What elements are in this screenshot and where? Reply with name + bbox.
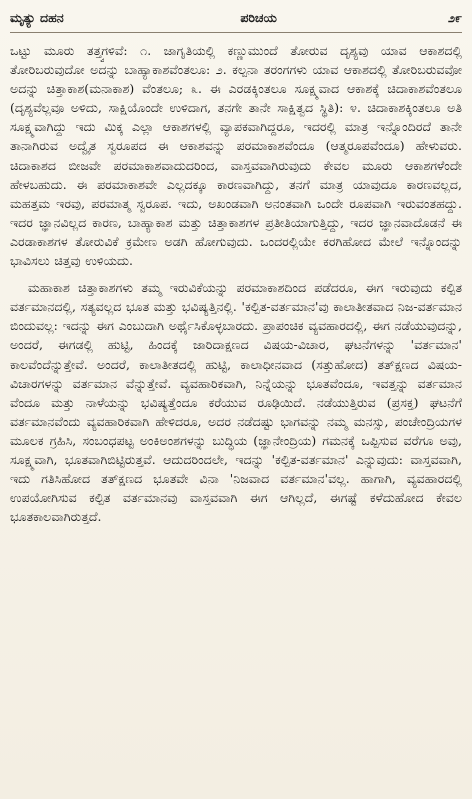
chapter-title-header: ಪರಿಚಯ: [240, 10, 277, 25]
paragraph-1: ಒಟ್ಟು ಮೂರು ತತ್ತ್ವಗಳಿವೆ: ೧. ಜಾಗೃತಿಯಲ್ಲಿ ಕಣ್ಣುಮುಂದೆ ತೋರುವ ದೃಶ್ಯವು ಯಾವ ಆಕಾಶದಲ್ಲಿ ತೋರಿಬರುವುದೋ ಅದನ್ನು ಬಾಹ್ಯಾಕಾಶವೆಂತಲೂ: ೨. ಕಲ್ಪನಾ ತರಂಗಗಳು ಯಾವ ಆಕಾಶದಲ್ಲಿ ತೋರಿಬರುವವೋ ಅದನ್ನು ಚಿತ್ತಾಕಾಶ(ಮನಾಕಾಶ) ವೆಂತಲೂ; ೩. ಈ ಎರಡಕ್ಕಿಂತಲೂ ಸೂಕ್ಷ್ಮವಾದ ಆಕಾಶಕ್ಕೆ ಚಿದಾಕಾಶವೆಂತಲೂ (ದೃಶ್ಯವೆಲ್ಲವೂ ಅಳಿದು, ಸಾಕ್ಷಿಯೊಂದೇ ಉಳಿದಾಗ, ತನಗೇ ತಾನೇ ಸಾಕ್ಷಿತ್ವದ ಸ್ಥಿತಿ): ೪. ಚಿದಾಕಾಶಕ್ಕಿಂತಲೂ ಅತಿ ಸೂಕ್ಷ್ಮವಾಗಿದ್ದು ಇದು ಮಿಕ್ಕ ಎಲ್ಲಾ ಆಕಾಶಗಳಲ್ಲಿ ವ್ಯಾಪಕವಾಗಿದ್ದರೂ, ಇದರಲ್ಲಿ ಮಾತ್ರ ಇನ್ನೊಂದಿರದೆ ತಾನೇ ತಾನಾಗಿರುವ ಅದ್ವೈತ ಸ್ವರೂಪದ ಈ ಆಕಾಶವನ್ನು ಪರಮಾಕಾಶವೆಂದೂ (ಆತ್ಮರೂಪವೆಂದೂ) ಹೇಳುವರು. ಚಿದಾಕಾಶದ ಬೀಜವೇ ಪರಮಾಕಾಶವಾದುದರಿಂದ, ವಾಸ್ತವವಾಗಿರುವುದು ಕೇವಲ ಮೂರು ಆಕಾಶಗಳೆಂದೇ ಹೇಳಬಹುದು. ಈ ಪರಮಾಕಾಶವೇ ಎಲ್ಲದಕ್ಕೂ ಕಾರಣವಾಗಿದ್ದು, ತನಗೆ ಮಾತ್ರ ಯಾವುದೂ ಕಾರಣವಲ್ಲದ, ಮಹತ್ತಮ ಇರವು, ಪರಮಾತ್ಮ ಸ್ವರೂಪ. ಇದು, ಅಖಂಡವಾಗಿ ಅನಂತವಾಗಿ ಒಂದೇ ರೂಪವಾಗಿ ಇರುವಂತಹದ್ದು. ಇದರ ಜ್ಞಾನವಿಲ್ಲದ ಕಾರಣ, ಬಾಹ್ಯಾಕಾಶ ಮತ್ತು ಚಿತ್ತಾಕಾಶಗಳ ಪ್ರತೀತಿಯಾಗುತ್ತಿದ್ದು, ಇದರ ಜ್ಞಾನವಾದೊಡನೆ ಈ ಎರಡಾಕಾಶಗಳ ತೋರುವಿಕೆ ಕ್ರಮೇಣ ಅಡಗಿ ಹೋಗುವುದು. ಒಂದರಲ್ಲಿಯೇ ಕರಗಿಹೋದ ಮೇಲೆ ಇನ್ನೊಂದನ್ನು ಭಾವಿಸಲು ಚಿತ್ತವು ಉಳಿಯದು.: [10, 43, 462, 269]
paragraph-2: ಮಹಾಕಾಶ ಚಿತ್ತಾಕಾಶಗಳು ತಮ್ಮ ಇರುವಿಕೆಯನ್ನು ಪರಮಾಕಾಶದಿಂದ ಪಡೆದರೂ, ಈಗ ಇರುವುದು ಕಲ್ಪಿತ ವರ್ತಮಾನದಲ್ಲಿ, ಸತ್ಯವಲ್ಲದ ಭೂತ ಮತ್ತು ಭವಿಷ್ಯತ್ತಿನಲ್ಲಿ. 'ಕಲ್ಪಿತ-ವರ್ತಮಾನ'ವು ಕಾಲಾತೀತವಾದ ನಿಜ-ವರ್ತಮಾನ ಬಿಂದುವಲ್ಲ: ಇದನ್ನು ಈಗ ಎಂಬುದಾಗಿ ಅರ್ಥೈಸಿಕೊಳ್ಳಬಾರದು. ಪ್ರಾಪಂಚಿಕ ವ್ಯವಹಾರದಲ್ಲಿ, ಈಗ ನಡೆಯುವುದನ್ನು, ಅಂದರೆ, ಈಗಡಲ್ಲಿ ಹುಟ್ಟಿ, ಹಿಂದಕ್ಕೆ ಜಾರಿದಾಕ್ಷಣದ ವಿಷಯ-ವಿಚಾರ, ಘಟನೆಗಳನ್ನು 'ವರ್ತಮಾನ' ಕಾಲವೆಂದೆನ್ನುತ್ತೇವೆ. ಅಂದರೆ, ಕಾಲಾತೀತದಲ್ಲಿ ಹುಟ್ಟಿ, ಕಾಲಾಧೀನವಾದ (ಸತ್ತುಹೋದ) ತತ್‌ಕ್ಷಣದ ವಿಷಯ-ವಿಚಾರಗಳನ್ನು ವರ್ತಮಾನ ವೆನ್ನುತ್ತೇವೆ. ವ್ಯವಹಾರಿಕವಾಗಿ, ನಿನ್ನೆಯನ್ನು ಭೂತವೆಂದೂ, ಇವತ್ತನ್ನು ವರ್ತಮಾನ ವೆಂದೂ ಮತ್ತು ನಾಳೆಯನ್ನು ಭವಿಷ್ಯತ್ತೆಂದೂ ಕರೆಯುವ ರೂಢಿಯಿದೆ. ನಡೆಯುತ್ತಿರುವ (ಪ್ರಸಕ್ತ) ಘಟನೆಗೆ ವರ್ತಮಾನವೆಂದು ವ್ಯವಹಾರಿಕವಾಗಿ ಹೇಳಿದರೂ, ಅದರ ನಡೆದಷ್ಟು ಭಾಗವನ್ನು ನಮ್ಮ ಮನಸ್ಸು, ಪಂಚೇಂದ್ರಿಯಗಳ ಮೂಲಕ ಗ್ರಹಿಸಿ, ಸಂಬಂಧಪಟ್ಟ ಅಂಕಿಅಂಶಗಳನ್ನು ಬುದ್ಧಿಯ (ಜ್ಞಾನೇಂದ್ರಿಯ) ಗಮನಕ್ಕೆ ಒಪ್ಪಿಸುವ ವರೆಗೂ ಅವು, ಸೂಕ್ಷ್ಮವಾಗಿ, ಭೂತವಾಗಿಬಿಟ್ಟಿರುತ್ತವೆ. ಆದುದರಿಂದಲೇ, ಇದನ್ನು 'ಕಲ್ಪಿತ-ವರ್ತಮಾನ' ಎನ್ನುವುದು: ವಾಸ್ತವವಾಗಿ, ಇದು ಗತಿಸಿಹೋದ ತತ್‌ಕ್ಷಣದ ಭೂತವೇ ವಿನಾ 'ನಿಜವಾದ ವರ್ತಮಾನ'ವಲ್ಲ. ಹಾಗಾಗಿ, ವ್ಯವಹಾರದಲ್ಲಿ ಉಪಯೋಗಿಸುವ ಕಲ್ಪಿತ ವರ್ತಮಾನವು ವಾಸ್ತವವಾಗಿ ಈಗ ಆಗಿಲ್ಲದೆ, ಈಗಷ್ಟೆ ಕಳೆದುಹೋದ ಕೇವಲ ಭೂತಕಾಲವಾಗಿರುತ್ತದೆ.: [10, 280, 462, 525]
page-number: ೨೯: [447, 10, 462, 25]
book-title-header: ಮೃತ್ಯು ದಹನ: [10, 10, 64, 25]
running-header: [10, 10, 462, 33]
